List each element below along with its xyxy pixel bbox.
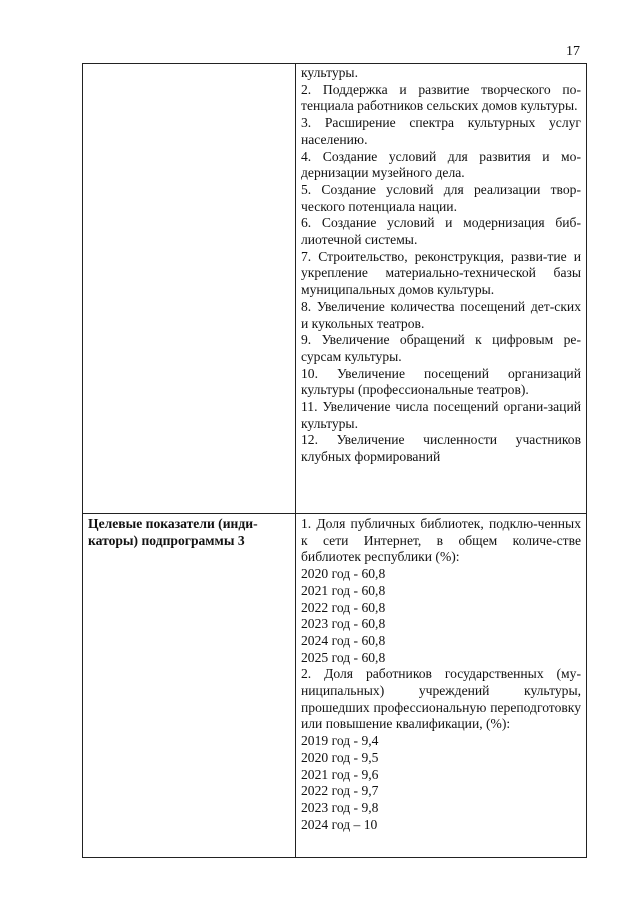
indicator-value: 2021 год - 9,6	[301, 766, 379, 782]
task-item: 9. Увеличение обращений к цифровым ре-сурсам культуры.	[301, 332, 581, 364]
indicator-value: 2020 год - 60,8	[301, 566, 386, 582]
indicator-value: 2024 год – 10	[301, 816, 378, 832]
row-divider	[82, 513, 587, 514]
task-item: 7. Строительство, реконструкция, разви-тие и укрепление материально-технической базы муниципальных домов культуры.	[301, 248, 581, 298]
upper-right-cell	[301, 65, 581, 466]
indicator-value: 2022 год - 60,8	[301, 599, 386, 615]
table-border-left	[82, 63, 83, 858]
task-item: 10. Увеличение посещений организаций культуры (профессиональные театров).	[301, 365, 581, 398]
column-divider	[295, 63, 296, 858]
task-item: 3. Расширение спектра культурных услуг населению.	[301, 115, 581, 147]
task-item: 12. Увеличение численности участников клубных формирований	[301, 432, 581, 465]
indicators-heading-cell	[88, 516, 288, 549]
table-border-right	[586, 63, 587, 858]
indicators-cell	[301, 516, 581, 833]
task-item: 4. Создание условий для развития и мо-дернизации музейного дела.	[301, 148, 581, 181]
indicator-value: 2023 год - 60,8	[301, 616, 386, 632]
indicator-value: 2019 год - 9,4	[301, 733, 379, 749]
indicators-heading: Целевые показатели (инди-каторы) подпрограммы 3	[88, 516, 258, 548]
indicator-title: 1. Доля публичных библиотек, подклю-ченных к сети Интернет, в общем количе-стве библиотек республики (%):	[301, 516, 581, 565]
indicator-value: 2024 год - 60,8	[301, 632, 386, 648]
task-item: 8. Увеличение количества посещений дет-ских и кукольных театров.	[301, 298, 581, 331]
program-table	[82, 63, 587, 858]
indicator-value: 2021 год - 60,8	[301, 582, 386, 598]
indicator-title: 2. Доля работников государственных (му-ниципальных) учреждений культуры, прошедших профессиональную переподготовку или повышение квалификации, (%):	[301, 666, 581, 732]
task-item: 6. Создание условий и модернизация биб-лиотечной системы.	[301, 215, 581, 248]
indicator-value: 2025 год - 60,8	[301, 649, 386, 665]
indicator-value: 2023 год - 9,8	[301, 799, 379, 815]
task-item: 11. Увеличение числа посещений органи-заций культуры.	[301, 399, 581, 431]
indicator-value: 2022 год - 9,7	[301, 783, 379, 799]
table-border-top	[82, 63, 587, 64]
table-border-bottom	[82, 857, 587, 858]
task-item: 5. Создание условий для реализации твор-ческого потенциала нации.	[301, 181, 581, 214]
task-continuation: культуры.	[301, 65, 358, 80]
indicator-value: 2020 год - 9,5	[301, 749, 379, 765]
task-item: 2. Поддержка и развитие творческого по-тенциала работников сельских домов культуры.	[301, 81, 581, 114]
page-number: 17	[566, 44, 580, 59]
